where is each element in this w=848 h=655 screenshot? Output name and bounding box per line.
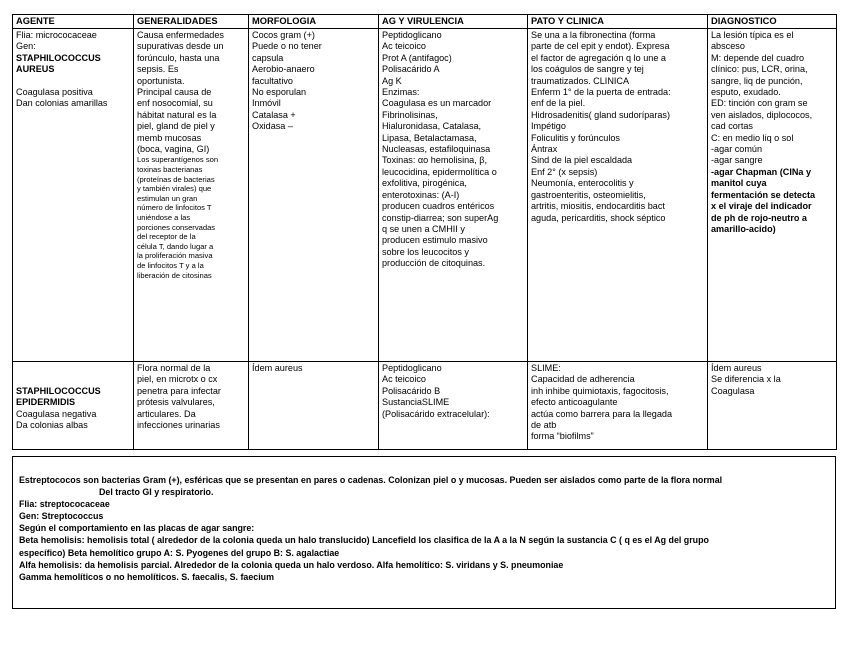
cell-line: Ídem aureus bbox=[252, 363, 303, 373]
small-note-line: (proteínas de bacterias bbox=[137, 174, 215, 184]
cell-line: sangre, liq de punción, bbox=[711, 75, 803, 86]
cell-line: Se diferencia x la bbox=[711, 374, 781, 385]
cell-line: producción de citoquinas. bbox=[382, 258, 486, 269]
cell-line: ED: tinción con gram se bbox=[711, 98, 808, 109]
cell-agente bbox=[13, 362, 134, 450]
cell-pato-clinica bbox=[528, 362, 708, 450]
microbiology-table-sheet bbox=[12, 14, 836, 450]
cell-line: traumatizados. CLINICA bbox=[531, 75, 630, 86]
cell-line: Aerobio-anaero bbox=[252, 64, 315, 75]
cell-line: Enferm 1° de la puerta de entrada: bbox=[531, 87, 671, 98]
cell-line: producen cuadros entéricos bbox=[382, 201, 495, 212]
cell-line: Polisacárido A bbox=[382, 64, 440, 75]
species-name: EPIDERMIDIS bbox=[16, 397, 76, 408]
header-morfologia: MORFOLOGIA bbox=[249, 15, 379, 29]
cell-line: Coagulasa es un marcador bbox=[382, 98, 492, 109]
small-note-line: porciones conservadas bbox=[137, 222, 216, 232]
cell-line: Catalasa + bbox=[252, 109, 296, 120]
header-diagnostico: DIAGNOSTICO bbox=[708, 15, 837, 29]
cell-line: hábitat natural es la bbox=[137, 109, 217, 120]
cell-line: Puede o no tener bbox=[252, 41, 322, 52]
notes-line: específico) Beta hemolítico grupo A: S. Pyogenes del grupo B: S. agalactiae bbox=[19, 547, 340, 558]
cell-line: No esporulan bbox=[252, 87, 307, 98]
notes-line: Alfa hemolisis: da hemolisis parcial. Alrededor de la colonia queda un halo verdoso. Alfa hemolítico: S. viridans y S. pneumoniae bbox=[19, 559, 564, 570]
cell-line: Dan colonias amarillas bbox=[16, 98, 108, 109]
cell-line: gastroenteritis, osteomielitis, bbox=[531, 189, 646, 200]
cell-line: Principal causa de bbox=[137, 87, 212, 98]
table-header-row bbox=[13, 15, 837, 29]
cell-line: Fibrinolisinas, bbox=[382, 109, 438, 120]
header-generalidades: GENERALIDADES bbox=[134, 15, 249, 29]
small-note-line: y también virales) que bbox=[137, 184, 212, 194]
cell-line: SustanciaSLIME bbox=[382, 397, 450, 408]
small-note-line: célula T, dando lugar a bbox=[137, 241, 214, 251]
cell-line: capsula bbox=[252, 52, 284, 63]
cell-line: Enzimas: bbox=[382, 87, 420, 98]
small-note-line: uniéndose a las bbox=[137, 213, 191, 223]
cell-morfologia bbox=[249, 362, 379, 450]
cell-line: Da colonias albas bbox=[16, 420, 88, 431]
cell-line: (boca, vagina, GI) bbox=[137, 144, 210, 155]
cell-line: Ag K bbox=[382, 75, 402, 86]
cell-line: Hialuronidasa, Catalasa, bbox=[382, 121, 482, 132]
cell-line: prótesis valvulares, bbox=[137, 397, 215, 408]
notes-line: Gamma hemolíticos o no hemolíticos. S. faecalis, S. faecium bbox=[19, 571, 274, 582]
cell-line bbox=[16, 363, 130, 374]
cell-line: La lesión típica es el bbox=[711, 30, 794, 40]
cell-line: C: en medio liq o sol bbox=[711, 132, 794, 143]
cell-generalidades bbox=[134, 362, 249, 450]
cell-line: exfolitiva, pirogénica, bbox=[382, 178, 467, 189]
cell-morfologia bbox=[249, 29, 379, 362]
cell-line: enf de la piel. bbox=[531, 98, 586, 109]
cell-line: Inmóvil bbox=[252, 98, 281, 109]
small-note-line: Los superantígenos son bbox=[137, 155, 219, 165]
cell-line: enterotoxinas: (A-I) bbox=[382, 189, 460, 200]
cell-line: ven aislados, diplococos, bbox=[711, 109, 813, 120]
cell-line: Ídem aureus bbox=[711, 363, 762, 373]
chapman-line: manitol cuya bbox=[711, 178, 767, 189]
cell-line: Prot A (antifagoc) bbox=[382, 52, 452, 63]
cell-line: piel, en microtx o cx bbox=[137, 374, 218, 385]
bacteria-table bbox=[12, 14, 837, 450]
cell-line: actúa como barrera para la llegada bbox=[531, 408, 673, 419]
cell-pato-clinica bbox=[528, 29, 708, 362]
cell-line: de atb bbox=[531, 420, 557, 431]
cell-line: parte de cel epit y endot). Expresa bbox=[531, 41, 670, 52]
cell-line: piel, gland de piel y bbox=[137, 121, 215, 132]
small-note-line: del receptor de la bbox=[137, 232, 196, 242]
cell-line: Ac teicoico bbox=[382, 374, 426, 385]
cell-line: Se una a la fibronectina (forma bbox=[531, 30, 656, 40]
cell-line: facultativo bbox=[252, 75, 293, 86]
notes-line: Gen: Streptococcus bbox=[19, 511, 104, 522]
cell-line: Gen: bbox=[16, 41, 36, 52]
cell-line: Lipasa, Betalactamasa, bbox=[382, 132, 477, 143]
cell-line: Coagulasa negativa bbox=[16, 408, 97, 419]
cell-line: infecciones urinarias bbox=[137, 420, 220, 431]
cell-line: Impétigo bbox=[531, 121, 566, 132]
cell-line: Causa enfermedades bbox=[137, 30, 224, 40]
cell-line: aguda, pericarditis, shock séptico bbox=[531, 212, 666, 223]
cell-line: M: depende del cuadro bbox=[711, 52, 805, 63]
cell-line: leucocidina, epidermolítica o bbox=[382, 166, 497, 177]
cell-line: memb mucosas bbox=[137, 132, 202, 143]
cell-line: sepsis. Es bbox=[137, 64, 179, 75]
cell-line: -agar común bbox=[711, 144, 763, 155]
cell-line: -agar sangre bbox=[711, 155, 763, 166]
small-note-line: la proliferación masiva bbox=[137, 251, 213, 261]
small-note-line: toxinas bacterianas bbox=[137, 165, 203, 175]
cell-line bbox=[16, 374, 130, 385]
cell-line: enf nosocomial, su bbox=[137, 98, 213, 109]
cell-line: artritis, miositis, endocarditis bact bbox=[531, 201, 665, 212]
cell-line: Peptidoglicano bbox=[382, 363, 442, 373]
small-note-line: de linfocitos T y a la bbox=[137, 261, 204, 270]
cell-line: forúnculo, hasta una bbox=[137, 52, 220, 63]
cell-line bbox=[16, 76, 130, 87]
cell-line: oportunista. bbox=[137, 75, 185, 86]
cell-line: q se unen a CMHII y bbox=[382, 223, 465, 234]
cell-line: supurativas desde un bbox=[137, 41, 224, 52]
chapman-line: -agar Chapman (ClNa y bbox=[711, 166, 812, 177]
cell-line: los coágulos de sangre y tej bbox=[531, 64, 644, 75]
cell-line: SLIME: bbox=[531, 363, 561, 373]
cell-line: Cocos gram (+) bbox=[252, 30, 315, 40]
cell-line: Oxidasa – bbox=[252, 121, 293, 132]
cell-ag-virulencia bbox=[379, 362, 528, 450]
cell-line: Neumonía, enterocolitis y bbox=[531, 178, 634, 189]
small-note-line: estimulan un gran bbox=[137, 193, 198, 203]
cell-line: Capacidad de adherencia bbox=[531, 374, 635, 385]
cell-line: inh inhibe quimiotaxis, fagocitosis, bbox=[531, 385, 669, 396]
cell-line: producen estimulo masivo bbox=[382, 235, 488, 246]
table-row bbox=[13, 362, 837, 450]
cell-line: Toxinas: αo hemolisina, β, bbox=[382, 155, 488, 166]
cell-line: Enf 2° (x sepsis) bbox=[531, 166, 598, 177]
cell-ag-virulencia bbox=[379, 29, 528, 362]
cell-line: el factor de agregación q lo une a bbox=[531, 52, 666, 63]
chapman-line: x el viraje del indicador bbox=[711, 201, 812, 212]
cell-diagnostico bbox=[708, 29, 837, 362]
chapman-line: de ph de rojo-neutro a bbox=[711, 212, 807, 223]
notes-line: Del tracto GI y respiratorio. bbox=[99, 487, 214, 498]
cell-line: clínico: pus, LCR, orina, bbox=[711, 64, 808, 75]
table-row bbox=[13, 29, 837, 362]
header-agente: AGENTE bbox=[13, 15, 134, 29]
cell-line: sobre los leucocitos y bbox=[382, 246, 469, 257]
cell-line: cad cortas bbox=[711, 121, 753, 132]
header-pato-clinica: PATO Y CLINICA bbox=[528, 15, 708, 29]
cell-line: (Polisacárido extracelular): bbox=[382, 408, 490, 419]
cell-line: absceso bbox=[711, 41, 745, 52]
chapman-line: amarillo-acido) bbox=[711, 223, 776, 234]
species-name: STAPHILOCOCCUS bbox=[16, 52, 101, 63]
chapman-line: fermentación se detecta bbox=[711, 189, 816, 200]
cell-line: Peptidoglicano bbox=[382, 30, 442, 40]
cell-line: Sind de la piel escaldada bbox=[531, 155, 633, 166]
cell-line: Coagulasa positiva bbox=[16, 87, 93, 98]
cell-line: Nucleasas, estafiloquinasa bbox=[382, 144, 491, 155]
cell-line: forma “biofilms” bbox=[531, 431, 594, 442]
cell-line: constip-diarrea; son superAg bbox=[382, 212, 499, 223]
cell-line: Ac teicoico bbox=[382, 41, 426, 52]
small-note-line: número de linfocitos T bbox=[137, 203, 212, 213]
notes-line: Flia: streptococaceae bbox=[19, 499, 110, 510]
cell-diagnostico bbox=[708, 362, 837, 450]
cell-line: Polisacárido B bbox=[382, 385, 441, 396]
cell-line: Flia: micrococaceae bbox=[16, 30, 97, 40]
cell-line: Hidrosadenitis( gland sudoríparas) bbox=[531, 109, 671, 120]
small-note-line: liberación de citosinas bbox=[137, 270, 212, 280]
cell-line: Foliculitis y forúnculos bbox=[531, 132, 620, 143]
notes-line: Según el comportamiento en las placas de agar sangre: bbox=[19, 523, 255, 534]
streptococcus-notes bbox=[12, 456, 836, 609]
cell-line: esputo, exudado. bbox=[711, 87, 781, 98]
cell-generalidades bbox=[134, 29, 249, 362]
cell-line: articulares. Da bbox=[137, 408, 196, 419]
notes-line: Beta hemolisis: hemolisis total ( alrededor de la colonia queda un halo translucido) Lancefield los clasifica de la A a la N según la sustancia C ( q es el Ag del grupo bbox=[19, 535, 709, 546]
header-ag-virulencia: AG Y VIRULENCIA bbox=[379, 15, 528, 29]
species-name: STAPHILOCOCCUS bbox=[16, 385, 101, 396]
cell-line: Coagulasa bbox=[711, 385, 755, 396]
cell-line: penetra para infectar bbox=[137, 385, 221, 396]
cell-line: Ántrax bbox=[531, 144, 558, 155]
cell-agente bbox=[13, 29, 134, 362]
notes-line: Estreptococos son bacterias Gram (+), esféricas que se presentan en pares o cadenas. Colonizan piel o y mucosas. Pueden ser aislados como parte de la flora normal bbox=[19, 475, 723, 485]
cell-line: efecto anticoagulante bbox=[531, 397, 618, 408]
cell-line: Flora normal de la bbox=[137, 363, 211, 373]
species-name: AUREUS bbox=[16, 64, 55, 75]
